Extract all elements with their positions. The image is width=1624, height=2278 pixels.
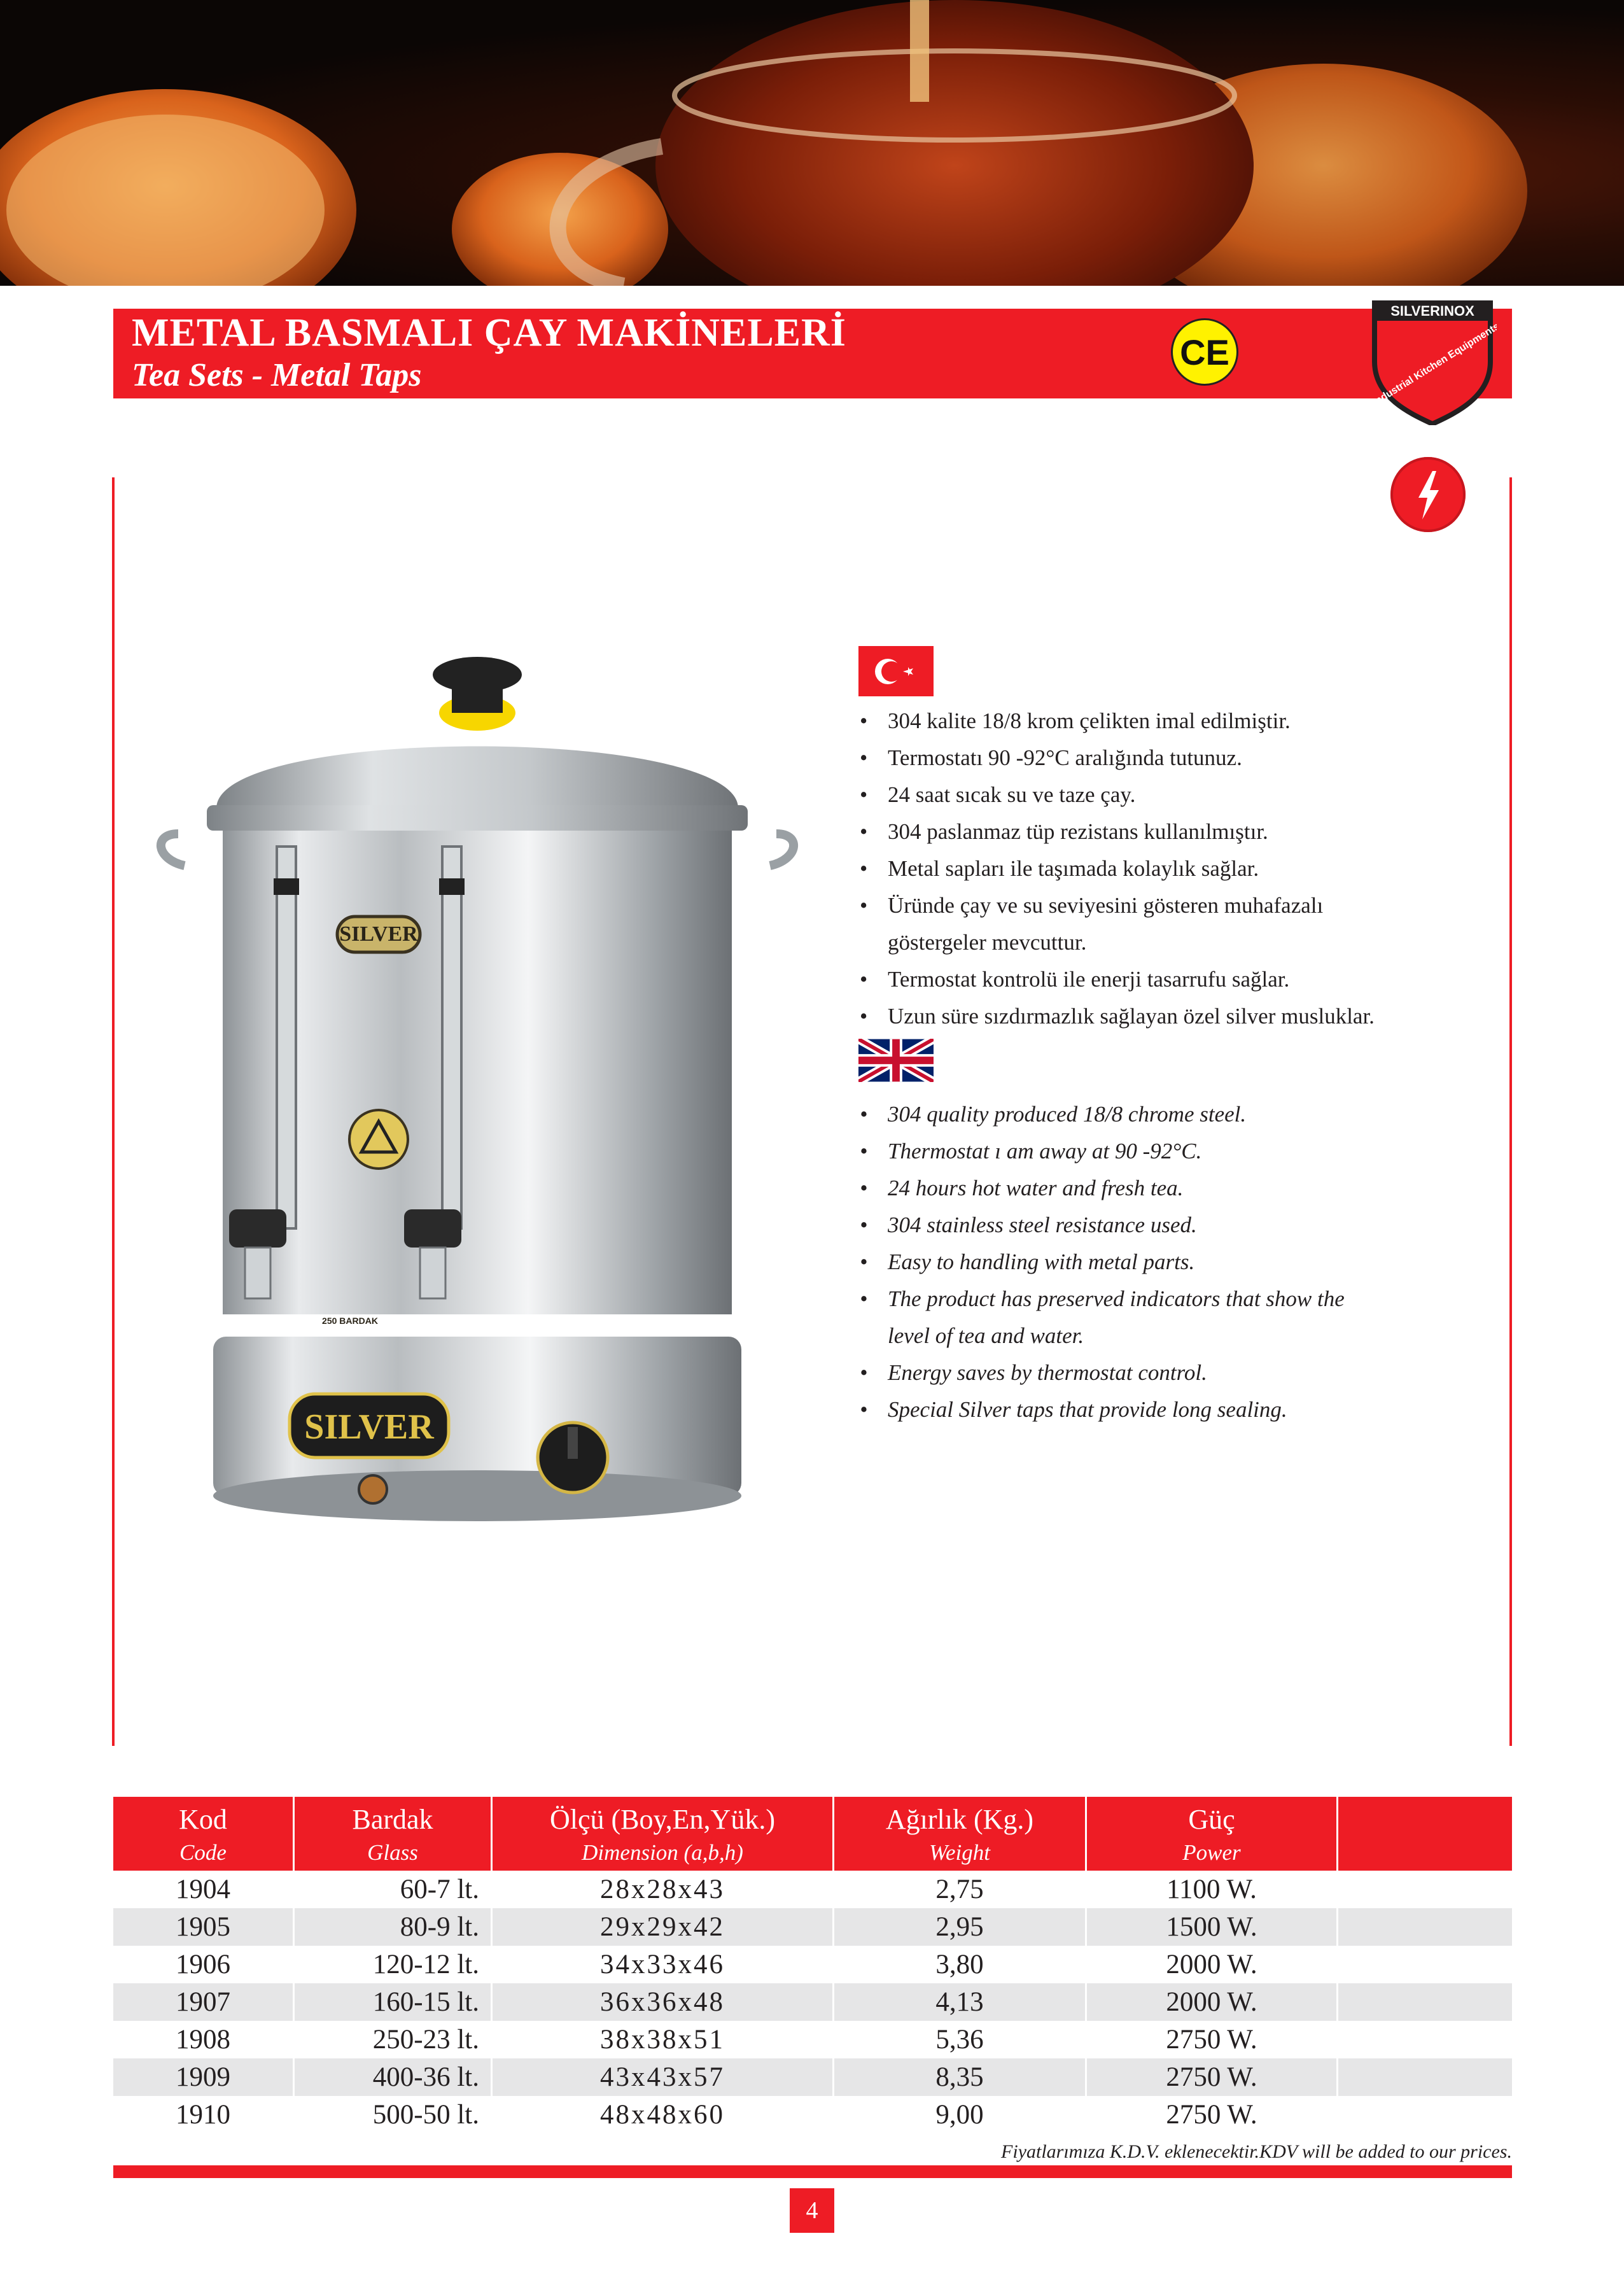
product-capacity-label: 250 BARDAK [322, 1316, 378, 1326]
spec-table [113, 1797, 1512, 2162]
feature-tr-item: • 304 paslanmaz tüp rezistans kullanılmıştır. [858, 813, 1495, 850]
table-row [113, 2058, 1512, 2096]
feature-en-item-continued: level of tea and water. [888, 1323, 1084, 1348]
logo-tagline-text: Industrial Kitchen Equipments [1371, 321, 1497, 409]
electric-power-icon [1390, 457, 1466, 532]
cell-power: 1500 W. [1166, 1912, 1257, 1942]
cell-dimension: 48x48x60 [600, 2100, 725, 2130]
features-en-list [858, 1096, 1495, 1428]
header-code: Kod Code [179, 1804, 227, 1865]
table-row [113, 1983, 1512, 2021]
table-row [113, 2096, 1512, 2134]
cell-power: 2000 W. [1166, 1950, 1257, 1979]
tea-urn-image [153, 649, 802, 1534]
feature-tr-item: • 24 saat sıcak su ve taze çay. [858, 777, 1495, 813]
header-dimension: Ölçü (Boy,En,Yük.) Dimension (a,b,h) [550, 1804, 775, 1865]
cell-weight: 8,35 [935, 2062, 984, 2092]
cell-power: 2750 W. [1166, 2025, 1257, 2055]
footer-bar [113, 2165, 1512, 2178]
features-tr-list [858, 703, 1495, 1035]
header-divider [1336, 1797, 1338, 1871]
header-glass: Bardak Glass [352, 1804, 433, 1865]
feature-en-item: • 304 quality produced 18/8 chrome steel. [858, 1096, 1495, 1133]
ce-mark-icon: CE [1171, 318, 1238, 386]
page-number: 4 [790, 2188, 834, 2233]
left-border-line [112, 477, 115, 1746]
cell-glass: 120-12 lt. [372, 1950, 479, 1979]
cell-code: 1906 [176, 1950, 230, 1979]
right-border-line [1509, 477, 1512, 1746]
cell-dimension: 38x38x51 [600, 2025, 725, 2055]
cell-dimension: 43x43x57 [600, 2062, 725, 2092]
table-row [113, 1946, 1512, 1983]
table-row [113, 2021, 1512, 2058]
feature-tr-item-continued: göstergeler mevcuttur. [888, 930, 1087, 955]
header-power: Güç Power [1182, 1804, 1241, 1865]
cell-dimension: 34x33x46 [600, 1950, 725, 1979]
cell-code: 1910 [176, 2100, 230, 2130]
cell-weight: 4,13 [935, 1987, 984, 2017]
hero-photo [0, 0, 1624, 286]
cell-weight: 3,80 [935, 1950, 984, 1979]
product-base-brand-label: SILVER [304, 1407, 434, 1447]
cell-glass: 160-15 lt. [372, 1987, 479, 2017]
cell-code: 1907 [176, 1987, 230, 2017]
cell-glass: 500-50 lt. [372, 2100, 479, 2130]
feature-tr-item: • Üründe çay ve su seviyesini gösteren muhafazalı [858, 887, 1495, 924]
feature-tr-item: • Metal sapları ile taşımada kolaylık sağlar. [858, 850, 1495, 887]
cell-glass: 60-7 lt. [400, 1874, 479, 1904]
table-row [113, 1908, 1512, 1946]
cell-power: 2750 W. [1166, 2100, 1257, 2130]
page-subtitle: Tea Sets - Metal Taps [132, 357, 422, 393]
cell-glass: 400-36 lt. [372, 2062, 479, 2092]
cell-code: 1908 [176, 2025, 230, 2055]
feature-tr-item: • 304 kalite 18/8 krom çelikten imal edilmiştir. [858, 703, 1495, 740]
cell-glass: 250-23 lt. [372, 2025, 479, 2055]
cell-weight: 2,75 [935, 1874, 984, 1904]
cell-glass: 80-9 lt. [400, 1912, 479, 1942]
cell-code: 1904 [176, 1874, 230, 1904]
feature-tr-item: • Termostat kontrolü ile enerji tasarrufu sağlar. [858, 961, 1495, 998]
cell-weight: 5,36 [935, 2025, 984, 2055]
cell-code: 1909 [176, 2062, 230, 2092]
cell-dimension: 36x36x48 [600, 1987, 725, 2017]
cell-weight: 2,95 [935, 1912, 984, 1942]
feature-en-item: • Thermostat ı am away at 90 -92°C. [858, 1133, 1495, 1170]
header-weight: Ağırlık (Kg.) Weight [885, 1804, 1034, 1865]
feature-tr-item: • Termostatı 90 -92°C aralığında tutunuz. [858, 740, 1495, 777]
page-title: METAL BASMALI ÇAY MAKİNELERİ [132, 311, 846, 355]
table-header [113, 1797, 1512, 1871]
feature-tr-item: • Uzun süre sızdırmazlık sağlayan özel silver musluklar. [858, 998, 1495, 1035]
cell-power: 2750 W. [1166, 2062, 1257, 2092]
feature-en-item: • 304 stainless steel resistance used. [858, 1207, 1495, 1244]
feature-en-item: • Energy saves by thermostat control. [858, 1354, 1495, 1391]
cell-power: 1100 W. [1166, 1874, 1257, 1904]
uk-flag-icon [858, 1039, 934, 1082]
turkey-flag-icon [858, 646, 934, 696]
logo-brand-text: SILVERINOX [1390, 303, 1474, 319]
product-brand-label: SILVER [339, 922, 418, 946]
cell-power: 2000 W. [1166, 1987, 1257, 2017]
cell-dimension: 29x29x42 [600, 1912, 725, 1942]
cell-code: 1905 [176, 1912, 230, 1942]
table-row [113, 1871, 1512, 1908]
vat-note: Fiyatlarımıza K.D.V. eklenecektir.KDV will be added to our prices. [1001, 2141, 1512, 2162]
feature-en-item: • Easy to handling with metal parts. [858, 1244, 1495, 1281]
cell-dimension: 28x28x43 [600, 1874, 725, 1904]
feature-en-item: • Special Silver taps that provide long sealing. [858, 1391, 1495, 1428]
cell-weight: 9,00 [935, 2100, 984, 2130]
feature-en-item: • The product has preserved indicators that show the [858, 1281, 1495, 1318]
silverinox-logo [1368, 292, 1497, 425]
feature-en-item: • 24 hours hot water and fresh tea. [858, 1170, 1495, 1207]
